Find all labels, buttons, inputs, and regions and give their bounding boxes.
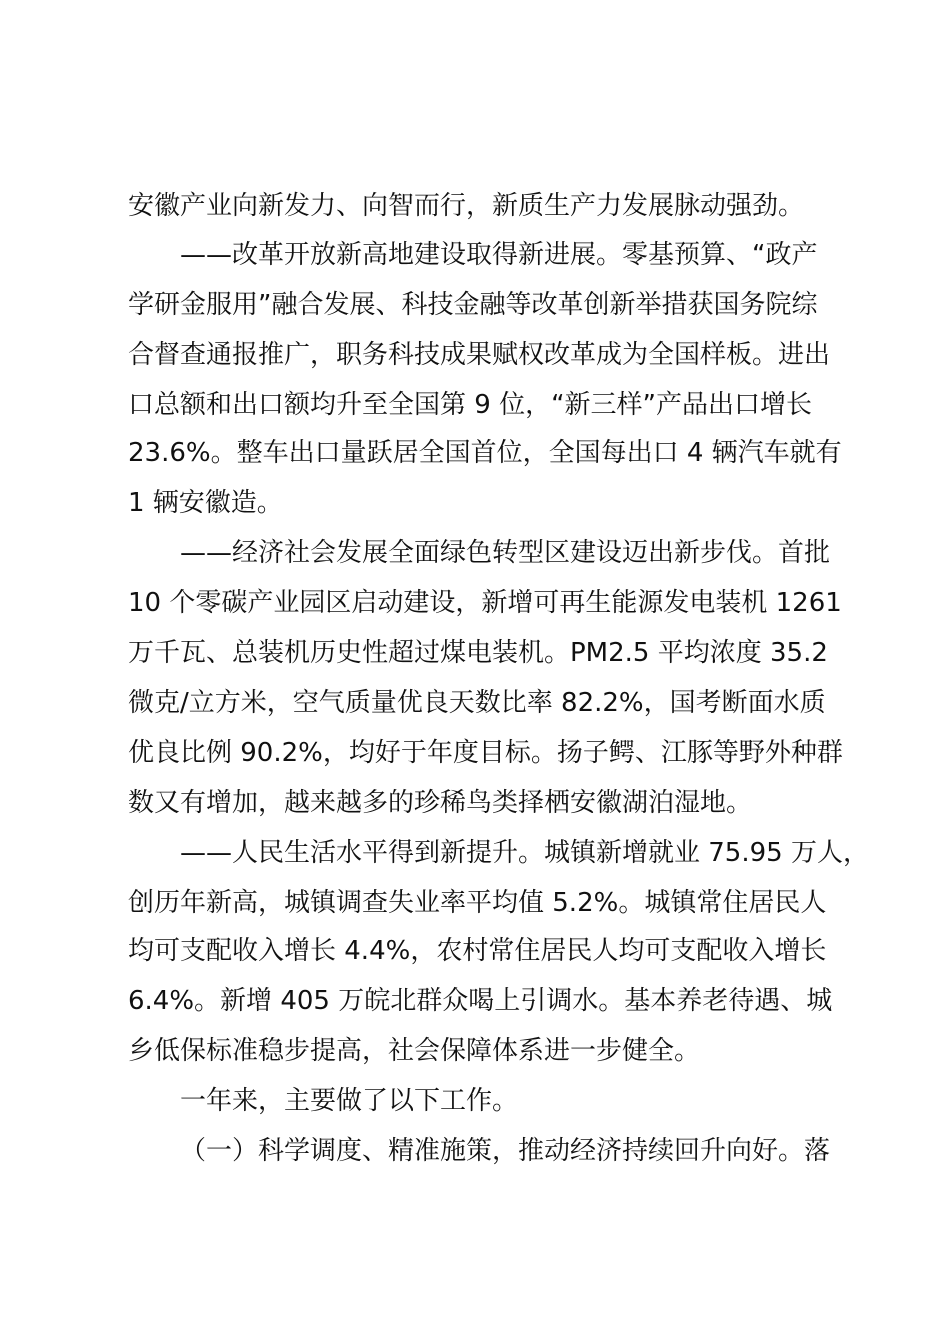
paragraph-line-17: 6.4%。新增 405 万皖北群众喝上引调水。基本养老待遇、城	[128, 986, 833, 1016]
paragraph-line-16: 均可支配收入增长 4.4%，农村常住居民人均可支配收入增长	[128, 936, 827, 966]
paragraph-line-3: 学研金服用”融合发展、科技金融等改革创新举措获国务院综	[128, 290, 818, 320]
paragraph-line-20: （一）科学调度、精准施策，推动经济持续回升向好。落	[180, 1136, 831, 1166]
paragraph-line-4: 合督查通报推广，职务科技成果赋权改革成为全国样板。进出	[128, 340, 831, 370]
paragraph-line-19: 一年来，主要做了以下工作。	[180, 1086, 519, 1116]
paragraph-line-13: 数又有增加，越来越多的珍稀鸟类择栖安徽湖泊湿地。	[128, 788, 753, 818]
paragraph-line-5: 口总额和出口额均升至全国第 9 位，“新三样”产品出口增长	[128, 390, 813, 420]
paragraph-line-6: 23.6%。整车出口量跃居全国首位，全国每出口 4 辆汽车就有	[128, 438, 842, 468]
paragraph-line-7: 1 辆安徽造。	[128, 488, 283, 518]
paragraph-line-2: ——改革开放新高地建设取得新进展。零基预算、“政产	[180, 240, 818, 270]
paragraph-line-9: 10 个零碳产业园区启动建设，新增可再生能源发电装机 1261	[128, 588, 842, 618]
paragraph-line-18: 乡低保标准稳步提高，社会保障体系进一步健全。	[128, 1036, 701, 1066]
paragraph-line-10: 万千瓦、总装机历史性超过煤电装机。PM2.5 平均浓度 35.2	[128, 638, 828, 668]
paragraph-line-12: 优良比例 90.2%，均好于年度目标。扬子鳄、江豚等野外种群	[128, 738, 843, 768]
paragraph-line-15: 创历年新高，城镇调查失业率平均值 5.2%。城镇常住居民人	[128, 888, 827, 918]
paragraph-line-14: ——人民生活水平得到新提升。城镇新增就业 75.95 万人，	[180, 838, 869, 868]
paragraph-line-1: 安徽产业向新发力、向智而行，新质生产力发展脉动强劲。	[128, 191, 805, 221]
paragraph-line-11: 微克/立方米，空气质量优良天数比率 82.2%，国考断面水质	[128, 688, 826, 718]
paragraph-line-8: ——经济社会发展全面绿色转型区建设迈出新步伐。首批	[180, 538, 831, 568]
